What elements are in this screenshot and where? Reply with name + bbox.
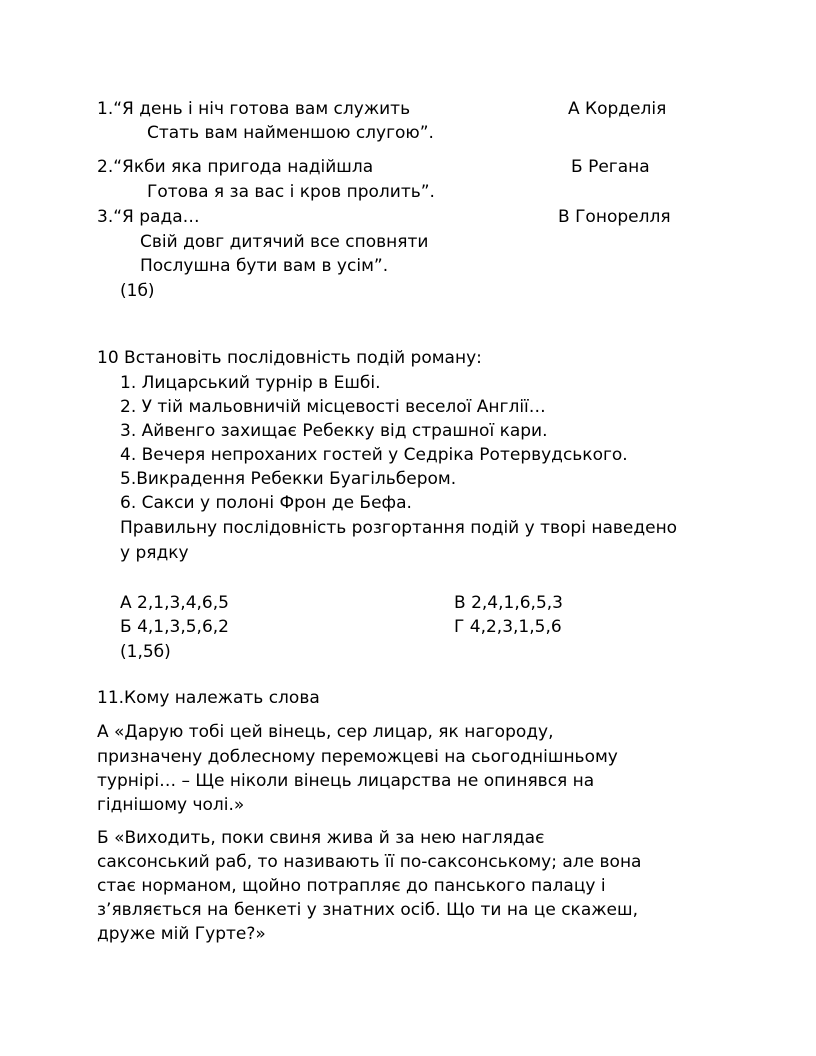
q10-event-4: 4. Вечеря непроханих гостей у Седріка Ротервудського. [120,445,628,465]
q10-event-1: 1. Лицарський турнір в Ешбі. [120,373,381,393]
q9-item1-line1: 1.“Я день і ніч готова вам служить [97,99,411,119]
q11-quote-a-line1: А «Дарую тобі цей вінець, сер лицар, як нагороду, [97,722,554,742]
q11-quote-b-line4: з’являється на бенкеті у знатних осіб. Що ти на це скажеш, [97,900,638,920]
q11-quote-a-line4: гіднішому чолі.» [97,795,245,815]
q10-option-a: А 2,1,3,4,6,5 [120,593,229,613]
q9-item2-line2: Готова я за вас і кров пролить”. [147,182,435,202]
q9-item3-line3: Послушна бути вам в усім”. [140,256,389,276]
q9-item1-line2: Стать вам найменшою слугою”. [147,123,434,143]
q10-event-6: 6. Сакси у полоні Фрон де Бефа. [120,493,412,513]
q9-answer-b: Б Регана [571,157,650,177]
q10-prompt-line1: Правильну послідовність розгортання подій у творі наведено [120,518,678,538]
q9-answer-v: В Гонорелля [558,207,671,227]
q10-score: (1,5б) [120,642,171,662]
q9-item3-line1: 3.“Я рада… [97,207,200,227]
q9-item3-line2: Свій довг дитячий все сповняти [140,232,429,252]
q11-quote-b-line3: стає норманом, щойно потрапляє до панського палацу і [97,876,606,896]
q10-event-2: 2. У тій мальовничій місцевості веселої Англії… [120,397,546,417]
q10-prompt-line2: у рядку [120,543,189,563]
q11-quote-b-line1: Б «Виходить, поки свиня жива й за нею наглядає [97,828,545,848]
q10-event-5: 5.Викрадення Ребекки Буагільбером. [120,469,457,489]
q11-quote-a-line2: призначену доблесному переможцеві на сьогоднішньому [97,747,618,767]
q10-event-3: 3. Айвенго захищає Ребекку від страшної кари. [120,421,548,441]
q11-quote-b-line5: друже мій Гурте?» [97,924,266,944]
q11-quote-b-line2: саксонський раб, то називають її по-саксонському; але вона [97,852,642,872]
q11-heading: 11.Кому належать слова [97,688,320,708]
q10-option-v: В 2,4,1,6,5,3 [454,593,563,613]
q10-heading: 10 Встановіть послідовність подій роману: [97,348,482,368]
q9-item2-line1: 2.“Якби яка пригода надійшла [97,157,374,177]
q11-quote-a-line3: турнірі… – Ще ніколи вінець лицарства не опинявся на [97,771,595,791]
q10-option-b: Б 4,1,3,5,6,2 [120,617,229,637]
q9-score: (1б) [120,281,155,301]
q10-option-g: Г 4,2,3,1,5,6 [454,617,562,637]
q9-answer-a: А Корделія [568,99,667,119]
